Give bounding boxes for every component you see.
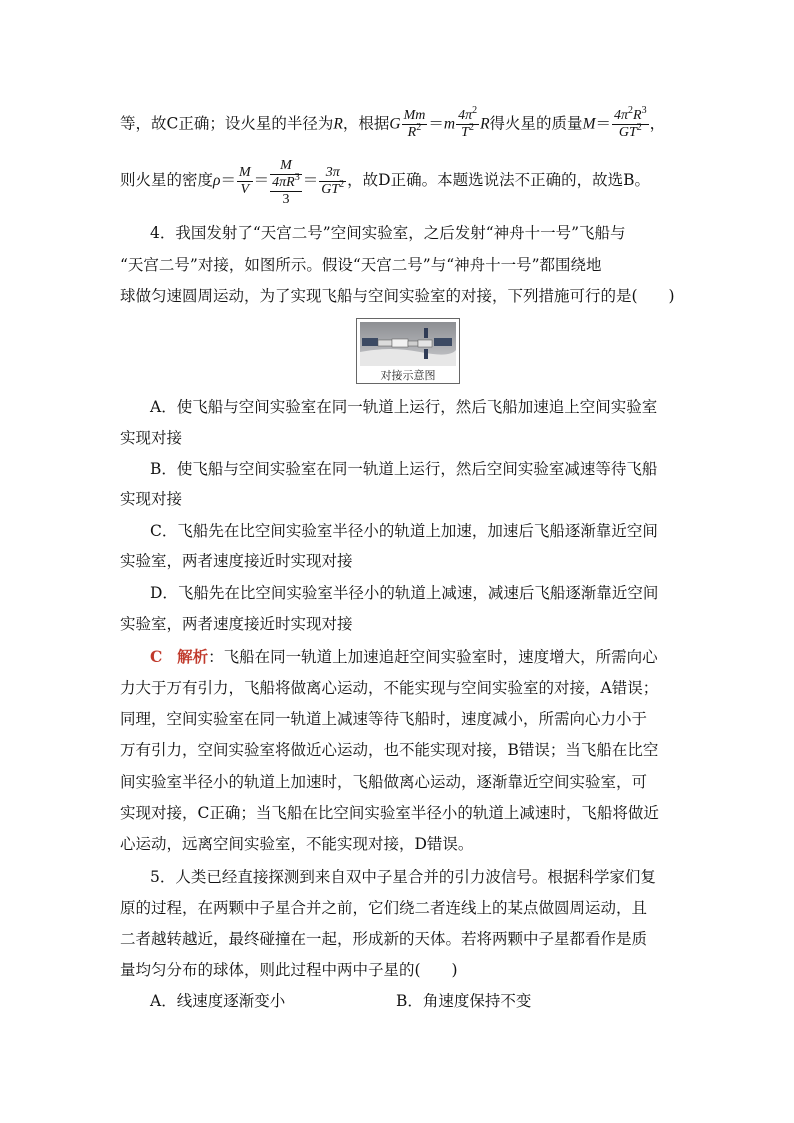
q5-option-a: A．线速度逐渐变小	[150, 992, 286, 1010]
fraction-4pi2-over-t2: $\frac{4\pi^2}{T^2}$	[458, 105, 478, 140]
q4-option-d-line-1: D．飞船先在比空间实验室半径小的轨道上减速，减速后飞船逐渐靠近空间	[150, 584, 659, 602]
docking-figure	[356, 318, 460, 384]
q4-option-a-line-2: 实现对接	[120, 429, 183, 447]
prev-solution-line-2: 则火星的密度ρ＝ $\frac{M}{V}$ ＝ M $4\pi R^3$ 3 ＝ $\frac{3\pi}{GT^2}$ ，故D正确。本题选说法不正确的，故选B。	[120, 158, 650, 207]
fraction-m-over-v: $\frac{M}{V}$	[238, 164, 251, 197]
q4-solution-line-4: 万有引力，空间实验室将做近心运动，也不能实现对接，B错误；当飞船在比空	[120, 741, 659, 759]
q4-solution-line-1: C 解析：飞船在同一轨道上加速追赶空间实验室时，速度增大，所需向心	[150, 647, 658, 666]
prev-solution-line-1: 等，故C正确；设火星的半径为R，根据G $\frac{Mm}{R^2}$ ＝m $\frac{4\pi^2}{T^2}$ R得火星的质量M＝ $\frac{4\pi^2R^3}{GT^2}$ ，	[120, 105, 666, 140]
q4-solution-line-3: 同理，空间实验室在同一轨道上减速等待飞船时，速度减小，所需向心力小于	[120, 710, 648, 728]
q4-answer: C	[150, 647, 163, 666]
q4-solution-line-5: 间实验室半径小的轨道上加速时，飞船做离心运动，逐渐靠近空间实验室，可	[120, 773, 648, 791]
q4-option-a-line-1: A．使飞船与空间实验室在同一轨道上运行，然后飞船加速追上空间实验室	[150, 398, 658, 416]
fraction-3pi-over-gt2: $\frac{3\pi}{GT^2}$	[321, 164, 345, 197]
docking-illustration	[360, 322, 456, 366]
q4-option-c-line-1: C．飞船先在比空间实验室半径小的轨道上加速，加速后飞船逐渐靠近空间	[150, 522, 658, 540]
fraction-density-volume: M $4\pi R^3$ 3	[272, 158, 300, 207]
q4-option-c-line-2: 实验室，两者速度接近时实现对接	[120, 552, 353, 570]
q4-option-b-line-2: 实现对接	[120, 490, 183, 508]
q5-stem-line-2: 原的过程，在两颗中子星合并之前，它们绕二者连线上的某点做圆周运动，且	[120, 899, 648, 917]
q5-stem-line-3: 二者越转越近，最终碰撞在一起，形成新的天体。若将两颗中子星都看作是质	[120, 930, 648, 948]
fraction-mass-formula: $\frac{4\pi^2R^3}{GT^2}$	[614, 105, 647, 140]
q4-option-b-line-1: B．使飞船与空间实验室在同一轨道上运行，然后空间实验室减速等待飞船	[150, 460, 658, 478]
q4-solution-line-6: 实现对接，C正确；当飞船在比空间实验室半径小的轨道上减速时，飞船将做近	[120, 804, 659, 822]
q4-stem-line-2: “天宫二号”对接，如图所示。假设“天宫二号”与“神舟十一号”都围绕地	[120, 256, 602, 274]
q4-solution-line-2: 力大于万有引力，飞船将做离心运动，不能实现与空间实验室的对接，A错误；	[120, 679, 659, 697]
q4-stem-line-3: 球做匀速圆周运动，为了实现飞船与空间实验室的对接，下列措施可行的是( )	[120, 287, 675, 305]
jiexi-label: 解析	[177, 647, 209, 666]
fraction-mm-over-r2: $\frac{Mm}{R^2}$	[403, 108, 426, 140]
q5-stem-line-1: 5．人类已经直接探测到来自双中子星合并的引力波信号。根据科学家们复	[150, 868, 656, 886]
q5-option-b: B．角速度保持不变	[396, 992, 532, 1010]
q4-option-d-line-2: 实验室，两者速度接近时实现对接	[120, 615, 353, 633]
q4-solution-line-7: 心运动，远离空间实验室，不能实现对接，D错误。	[120, 835, 474, 853]
q5-stem-line-4: 量均匀分布的球体，则此过程中两中子星的( )	[120, 961, 458, 979]
q4-stem-line-1: 4．我国发射了“天宫二号”空间实验室，之后发射“神舟十一号”飞船与	[150, 224, 626, 242]
figure-caption: 对接示意图	[380, 369, 436, 382]
